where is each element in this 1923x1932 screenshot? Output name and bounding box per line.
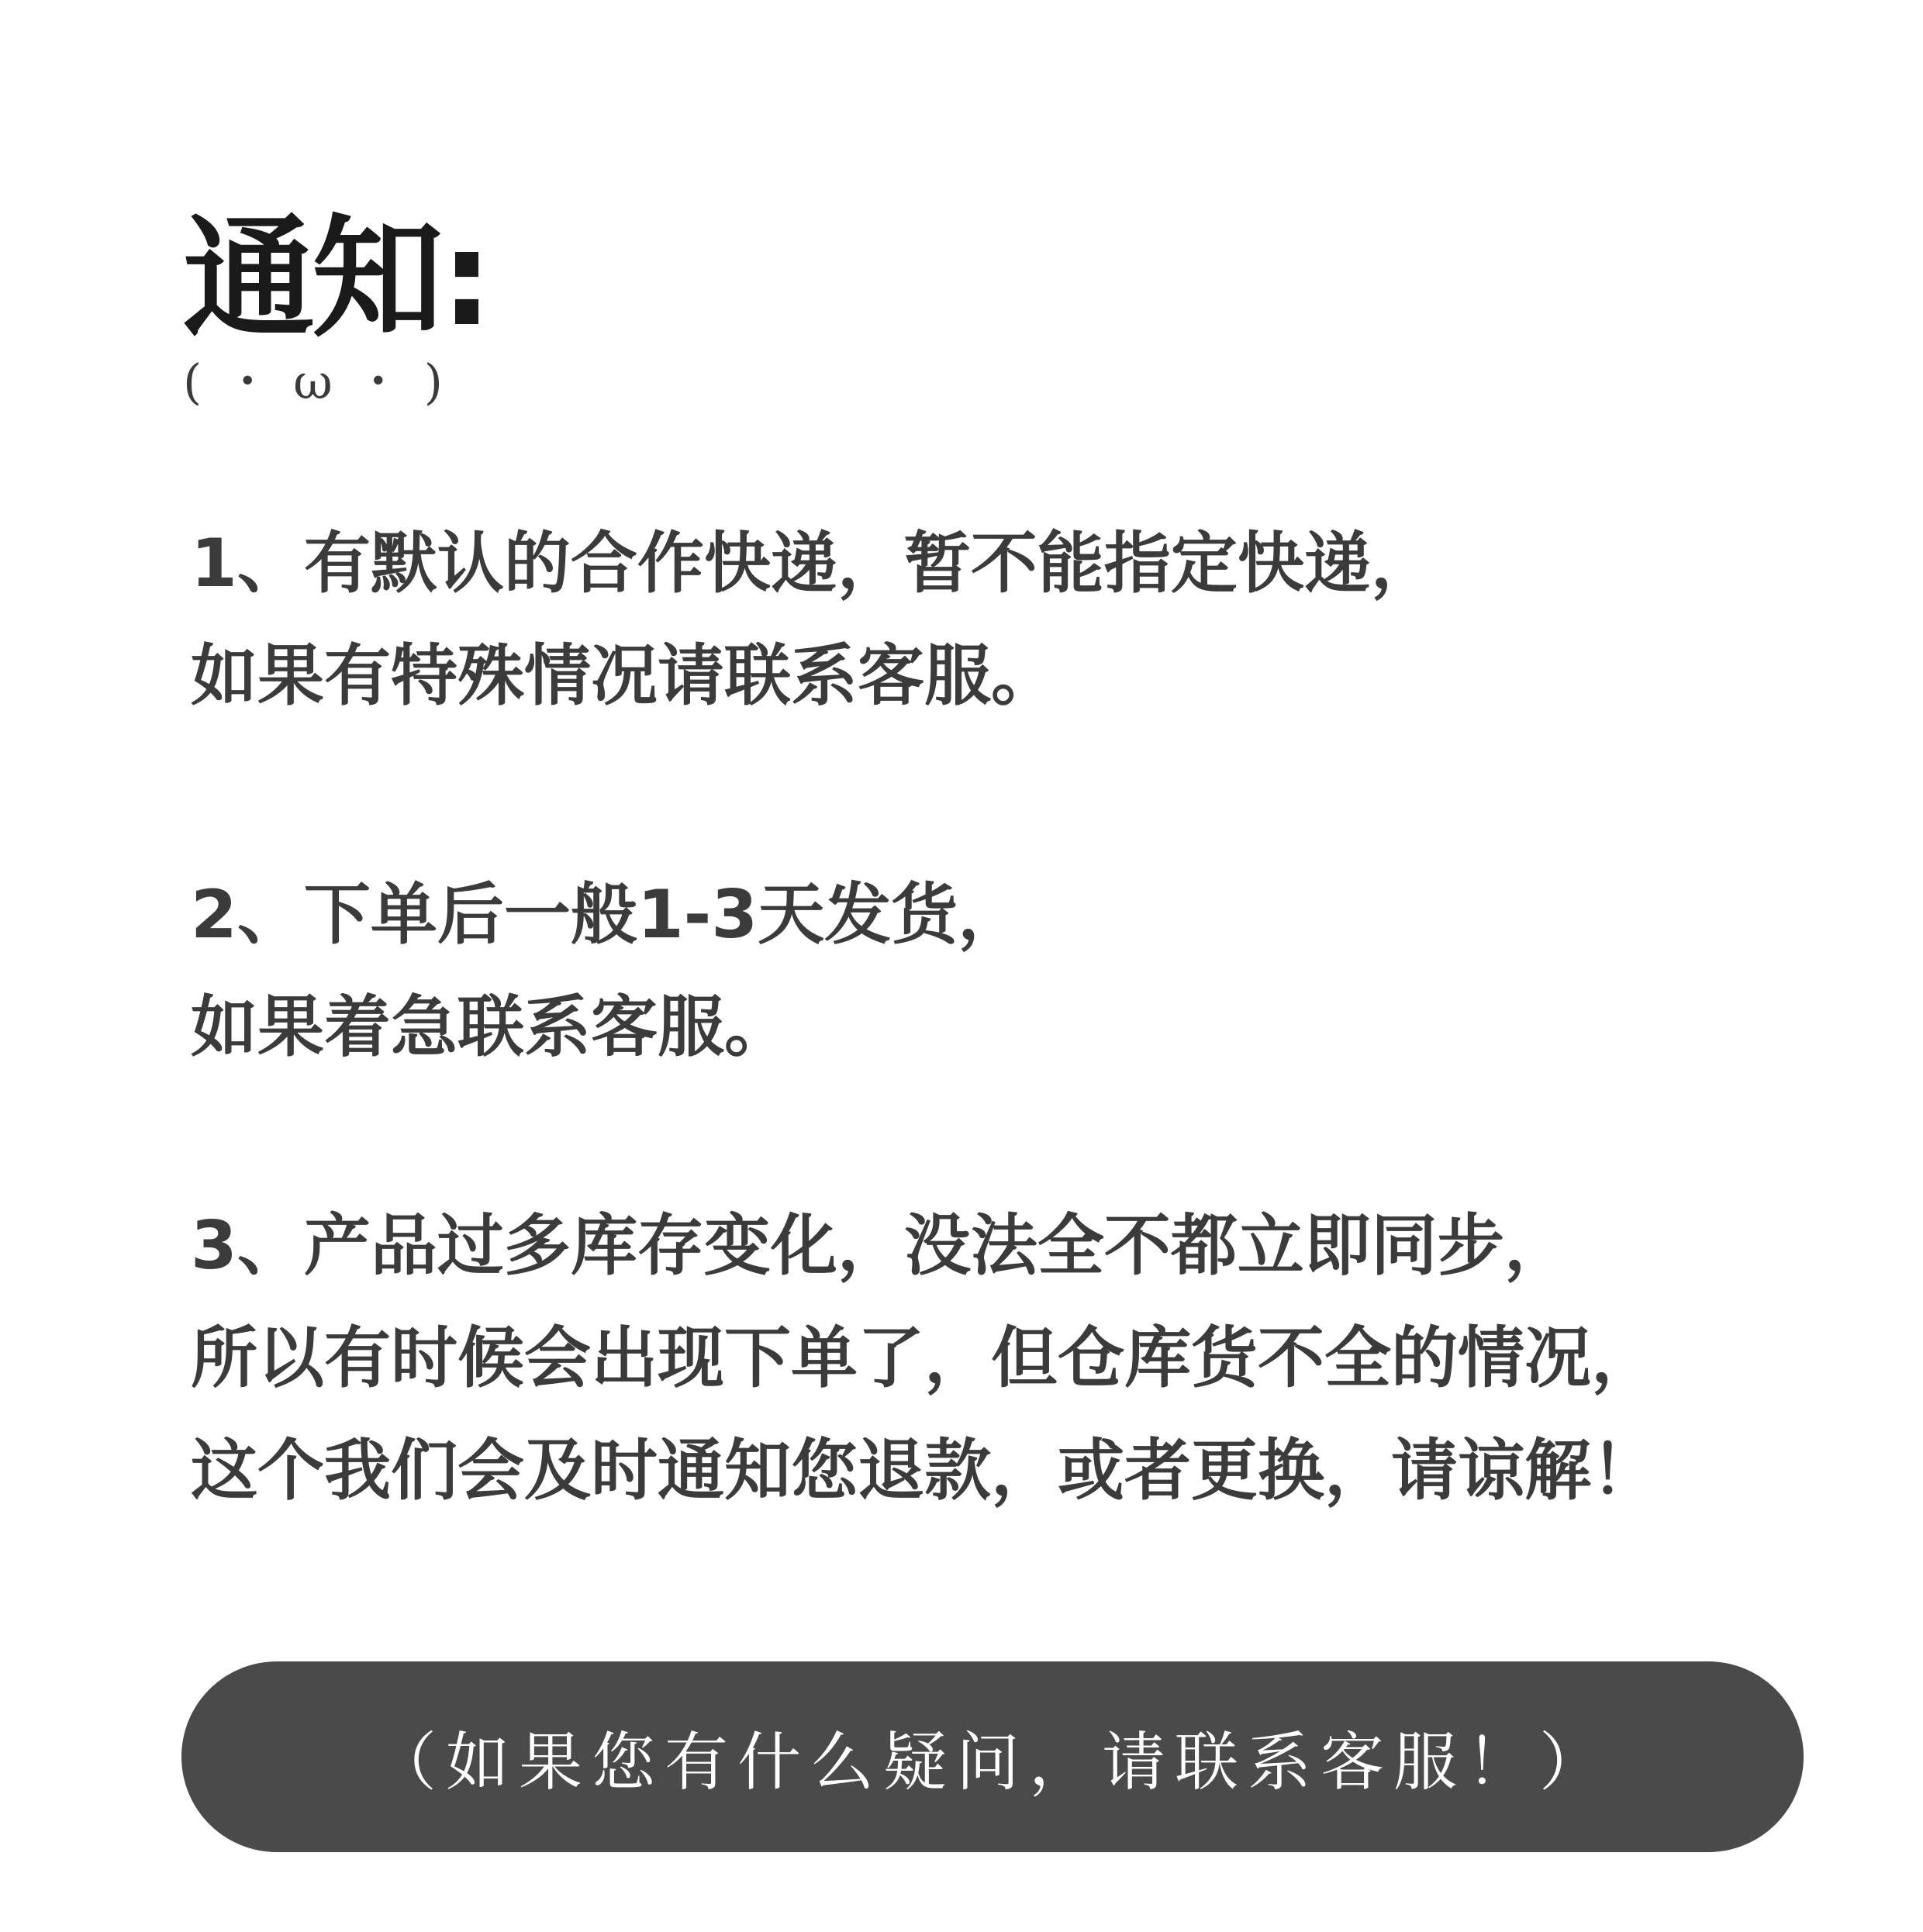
notice-3-line-2: 所以有时候会出现下单了，但仓库货不全的情况， [191, 1320, 1658, 1397]
notice-2-line-1: 2、下单后一般1-3天发货， [191, 876, 1025, 954]
notice-2-line-2: 如果着急联系客服。 [191, 988, 791, 1066]
notice-item-3 [191, 1190, 1658, 1527]
kaomoji-face: (・ω・) [183, 354, 464, 410]
notice-1-line-2: 如果有特殊情况请联系客服。 [191, 637, 1058, 715]
contact-service-text: （如果您有什么疑问，请联系客服！） [372, 1725, 1612, 1799]
notice-item-1 [191, 508, 1438, 733]
contact-service-banner [181, 1661, 1804, 1852]
notice-1-line-1: 1、有默认的合作快递，暂不能指定快递， [191, 525, 1438, 602]
notice-item-2 [191, 859, 1024, 1084]
notice-3-line-3: 这个我们会及时通知您退款，或者更换，请谅解！ [191, 1432, 1658, 1509]
notice-title: 通知: [183, 202, 490, 356]
notice-3-line-1: 3、产品过多库存变化，没法全不都立即同步， [191, 1207, 1571, 1285]
